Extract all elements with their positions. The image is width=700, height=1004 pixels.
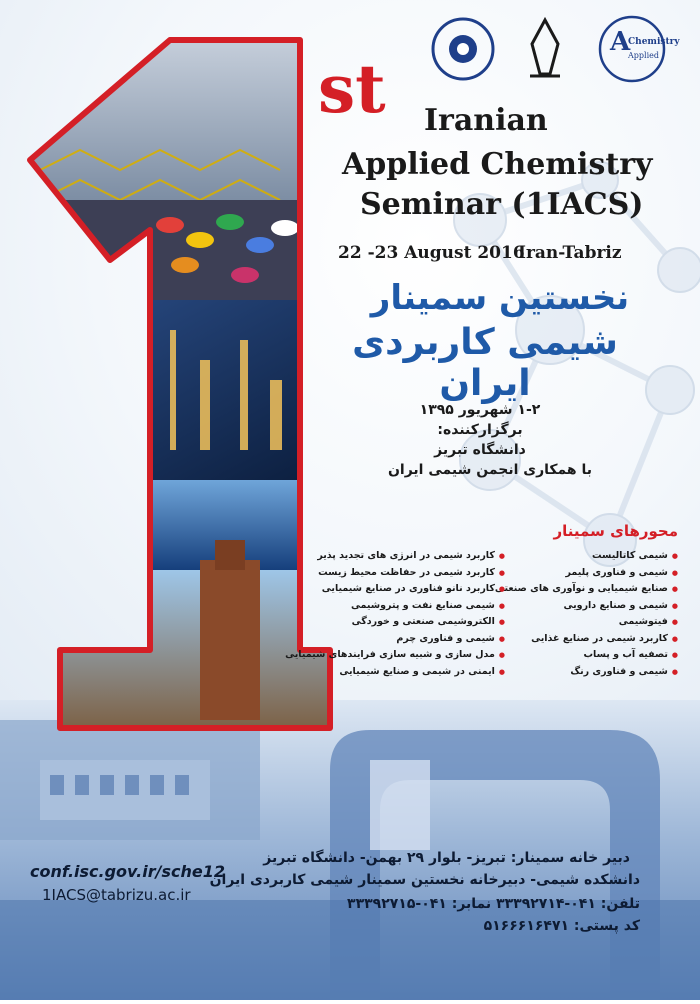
address-line-2: دانشکده شیمی- دبیرخانه نخستین سمینار شیمی کاربردی ایران: [209, 872, 640, 888]
persian-date: ۱-۲ شهریور ۱۳۹۵: [419, 402, 541, 418]
topic-item: ● شیمی و صنایع دارویی: [508, 598, 678, 615]
organizer-label: برگزارکننده:: [437, 422, 523, 438]
website-link[interactable]: conf.isc.gov.ir/sche12: [30, 862, 225, 881]
university-of-tabriz-logo: [510, 14, 580, 84]
cooperation-text: با همکاری انجمن شیمی ایران: [387, 462, 593, 478]
topic-item: ● فیتوشیمی: [508, 614, 678, 631]
title-line-1: Iranian: [424, 103, 548, 138]
title-line-2: Applied Chemistry: [342, 147, 653, 182]
chemical-society-logo: [428, 14, 498, 84]
topic-item: ● تصفیه آب و پساب: [508, 647, 678, 664]
topics-list-right: [494, 548, 678, 680]
address-line-1: دبیر خانه سمینار: تبریز- بلوار ۲۹ بهمن- دانشگاه تبریز: [263, 850, 630, 866]
topic-item: ● کاربرد شیمی در صنایع غذایی: [508, 631, 678, 648]
svg-text:Chemistry: Chemistry: [628, 37, 680, 47]
event-date: 22 -23 August 2016: [338, 243, 525, 263]
topic-item: ● شیمی کاتالیست: [508, 548, 678, 565]
svg-text:Applied: Applied: [628, 51, 659, 60]
topic-item: ● شیمی و فناوری رنگ: [508, 664, 678, 681]
topics-heading: محورهای سمینار: [553, 522, 678, 540]
topic-item: ● مدل سازی و شبیه سازی فرایندهای شیمیایی: [325, 647, 505, 664]
topics-list-left: [285, 548, 505, 680]
topic-item: ● کاربرد شیمی در انرژی های تجدید پذیر: [325, 548, 505, 565]
big-number-one-graphic: [0, 0, 320, 740]
topic-item: ● شیمی صنایع نفت و پتروشیمی: [325, 598, 505, 615]
postal-code-line: کد پستی: ۵۱۶۶۶۱۶۴۷۱: [483, 918, 640, 934]
persian-title-line-1: نخستین سمینار: [370, 278, 630, 318]
topic-item: ● صنایع شیمیایی و نوآوری های صنعتی: [508, 581, 678, 598]
email-link[interactable]: 1IACS@tabrizu.ac.ir: [42, 886, 191, 904]
svg-text:A: A: [610, 27, 631, 57]
topic-item: ● الکتروشیمی صنعتی و خوردگی: [325, 614, 505, 631]
organizer-name: دانشگاه تبریز: [434, 442, 526, 458]
topic-item: ● شیمی و فناوری چرم: [325, 631, 505, 648]
persian-title-line-2: شیمی کاربردی ایران: [352, 322, 618, 404]
ordinal-suffix: st: [318, 50, 386, 128]
title-line-3: Seminar (1IACS): [360, 187, 644, 222]
topic-item: ● شیمی و فناوری پلیمر: [508, 565, 678, 582]
event-location: Iran-Tabriz: [518, 243, 622, 263]
seminar-logo: [592, 14, 680, 84]
topic-item: ● کاربرد شیمی در حفاظت محیط زیست: [325, 565, 505, 582]
phone-fax-line: تلفن: ۰۴۱-۳۳۳۹۲۷۱۴ نمابر: ۰۴۱-۳۳۳۹۲۷۱۵: [347, 896, 640, 912]
topic-item: ● کاربرد نانو فناوری در صنایع شیمیایی: [325, 581, 505, 598]
topic-item: ● ایمنی در شیمی و صنایع شیمیایی: [325, 664, 505, 681]
